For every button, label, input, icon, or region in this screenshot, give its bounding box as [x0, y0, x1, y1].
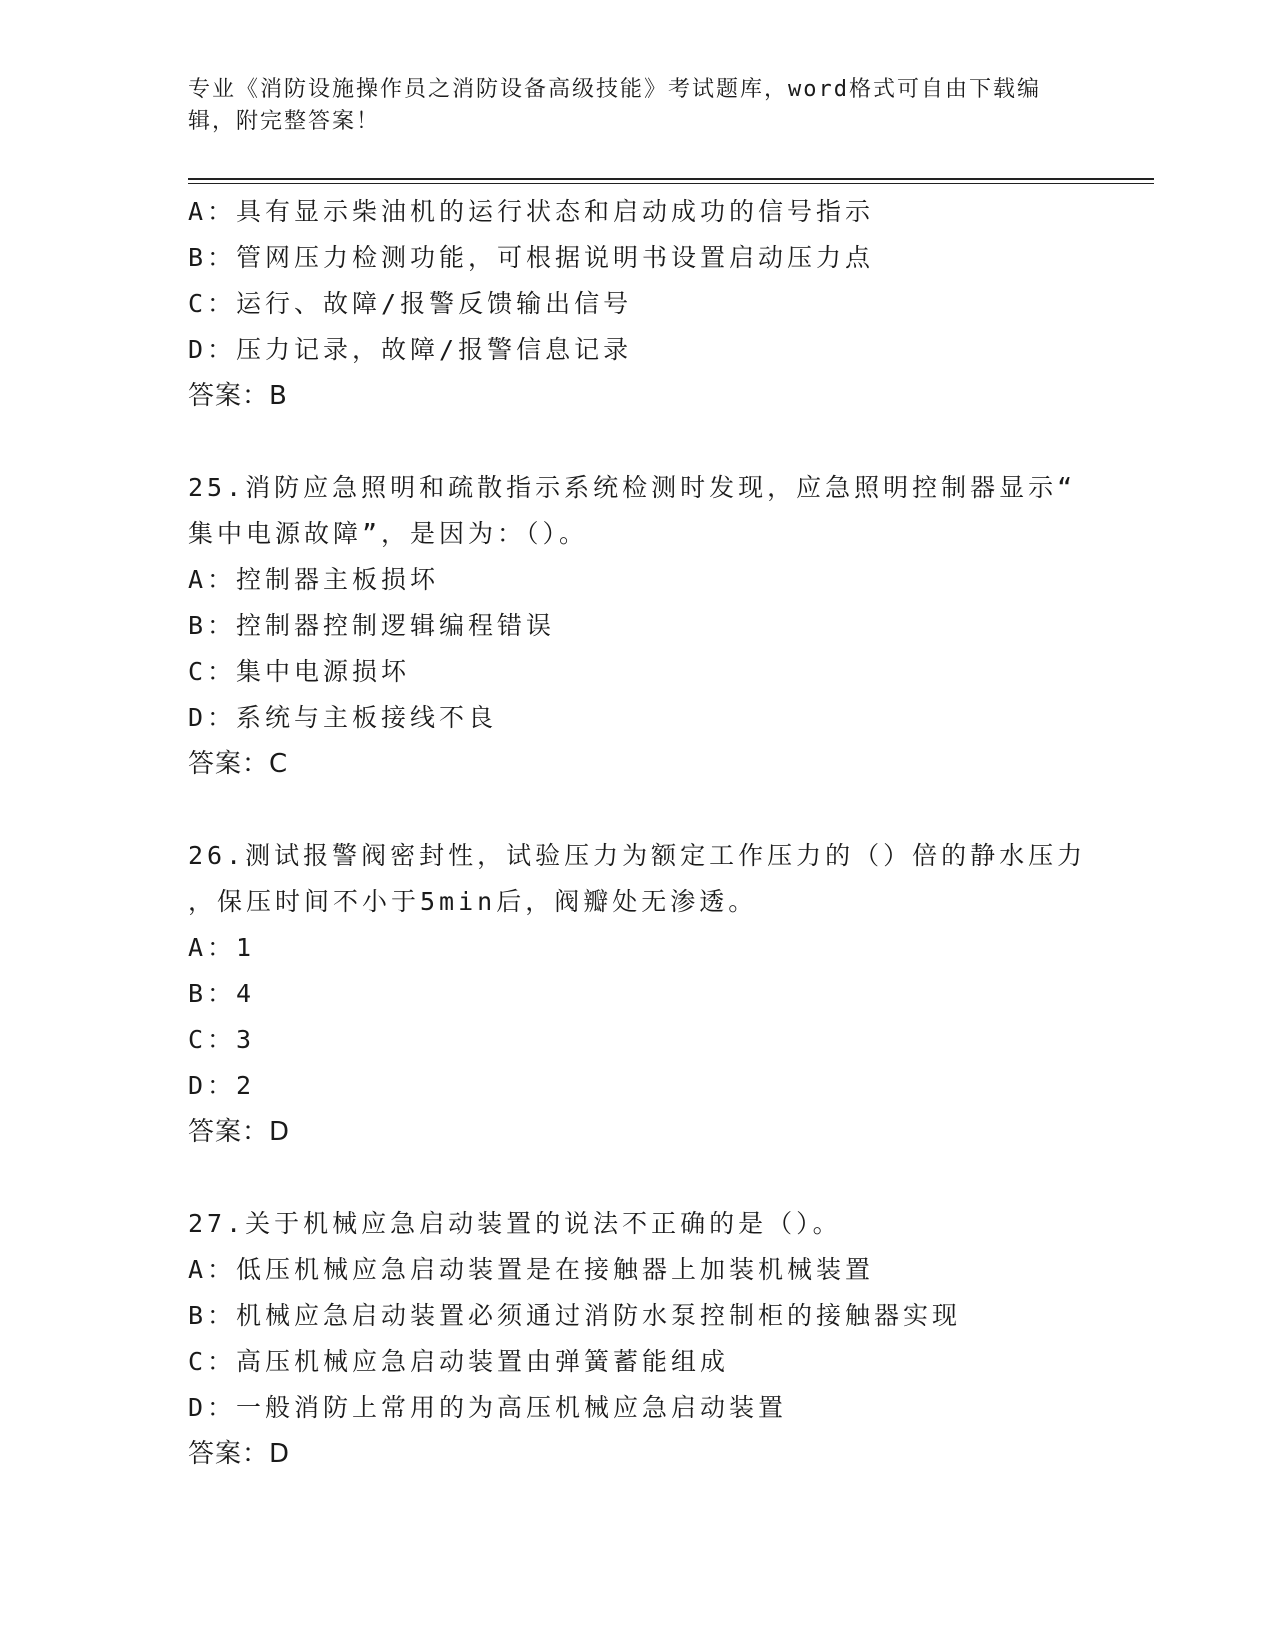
option-d: D：2 [188, 1071, 256, 1100]
option-b: B：4 [188, 979, 256, 1008]
spacer [188, 419, 1088, 465]
option-b: B：管网压力检测功能，可根据说明书设置启动压力点 [188, 243, 875, 272]
option-b: B：控制器控制逻辑编程错误 [188, 611, 556, 640]
spacer [188, 787, 1088, 833]
option-c: C：集中电源损坏 [188, 657, 411, 686]
question-block-25 [188, 465, 1088, 787]
question-block-27 [188, 1201, 1088, 1477]
question-block-24 [188, 189, 1088, 419]
answer-line: 答案：C [188, 749, 289, 779]
option-c: C：3 [188, 1025, 256, 1054]
question-stem: 25.消防应急照明和疏散指示系统检测时发现，应急照明控制器显示“ [188, 473, 1077, 502]
question-stem-continued: ，保压时间不小于5min后，阀瓣处无渗透。 [188, 887, 758, 916]
option-d: D：一般消防上常用的为高压机械应急启动装置 [188, 1393, 788, 1422]
option-a: A：低压机械应急启动装置是在接触器上加装机械装置 [188, 1255, 875, 1284]
question-list [188, 189, 1088, 1477]
spacer [188, 1155, 1088, 1201]
question-stem: 26.测试报警阀密封性，试验压力为额定工作压力的（）倍的静水压力 [188, 841, 1087, 870]
option-a: A：控制器主板损坏 [188, 565, 440, 594]
option-a: A：具有显示柴油机的运行状态和启动成功的信号指示 [188, 197, 875, 226]
answer-line: 答案：D [188, 1439, 291, 1469]
option-c: C：高压机械应急启动装置由弹簧蓄能组成 [188, 1347, 730, 1376]
answer-line: 答案：D [188, 1117, 291, 1147]
question-block-26 [188, 833, 1088, 1155]
answer-line: 答案：B [188, 381, 288, 411]
header-rule-thick [188, 178, 1154, 180]
option-b: B：机械应急启动装置必须通过消防水泵控制柜的接触器实现 [188, 1301, 962, 1330]
option-d: D：压力记录，故障/报警信息记录 [188, 335, 633, 364]
document-header: 专业《消防设施操作员之消防设备高级技能》考试题库，word格式可自由下载编辑，附完整答案！ [188, 77, 1041, 134]
option-d: D：系统与主板接线不良 [188, 703, 498, 732]
option-c: C：运行、故障/报警反馈输出信号 [188, 289, 633, 318]
header-rule-thin [188, 183, 1154, 184]
option-a: A：1 [188, 933, 256, 962]
question-stem-continued: 集中电源故障”，是因为：（）。 [188, 519, 589, 548]
question-stem: 27.关于机械应急启动装置的说法不正确的是（）。 [188, 1209, 842, 1238]
